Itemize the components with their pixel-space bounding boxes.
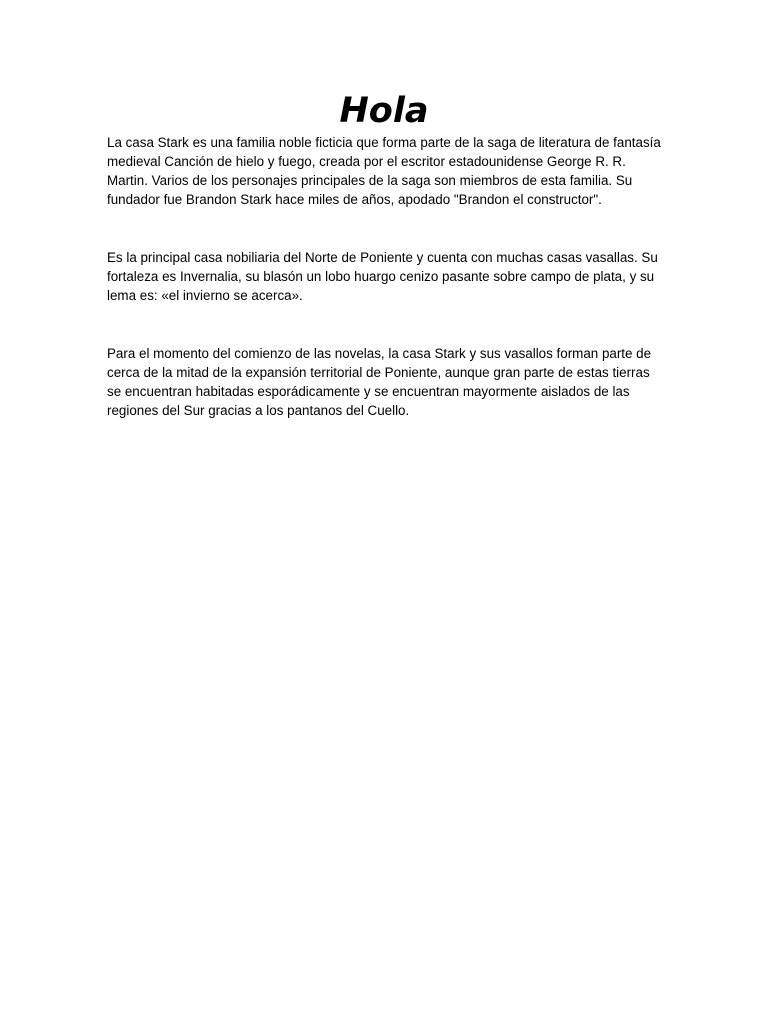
paragraph-3: Para el momento del comienzo de las novelas, la casa Stark y sus vasallos forman parte de cerca de la mitad de la expansión territorial de Poniente, aunque gran parte de estas tierras se encuentran habitadas esporádicamente y se encuentran mayormente aislados de las regiones del Sur gracias a los pantanos del Cuello. — [107, 346, 652, 418]
document-title: Hola — [339, 91, 429, 131]
paragraph-2: Es la principal casa nobiliaria del Norte de Poniente y cuenta con muchas casas vasallas. Su fortaleza es Invernalia, su blasón un lobo huargo cenizo pasante sobre campo de plata, y su lema es: «el invierno se acerca». — [107, 250, 658, 303]
document-body — [107, 133, 667, 459]
paragraph-1: La casa Stark es una familia noble ficticia que forma parte de la saga de literatura de fantasía medieval Canción de hielo y fuego, creada por el escritor estadounidense George R. R. Martin. Varios de los personajes principales de la saga son miembros de esta familia. Su fundador fue Brandon Stark hace miles de años, apodado "Brandon el constructor". — [107, 135, 661, 207]
